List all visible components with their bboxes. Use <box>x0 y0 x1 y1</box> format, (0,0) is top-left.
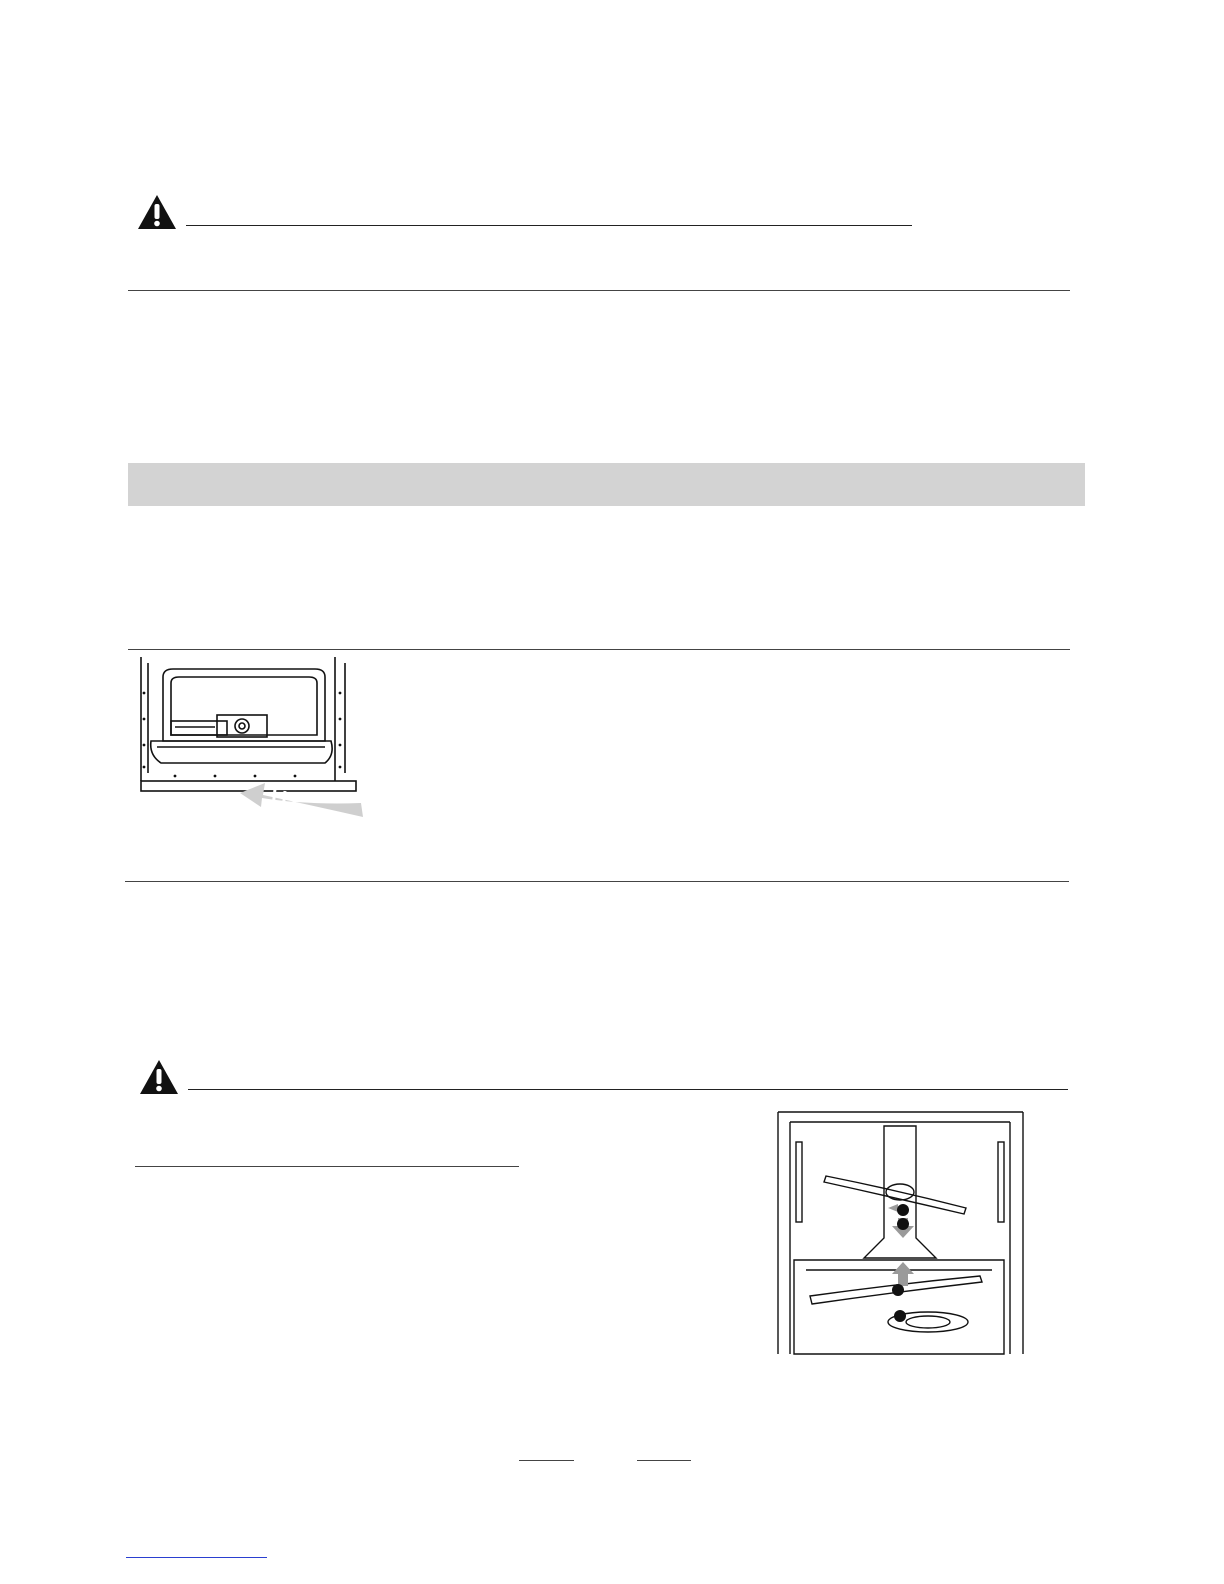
section-divider <box>128 649 1070 650</box>
dishwasher-spray-arms-illustration <box>776 1108 1025 1358</box>
section-divider <box>128 290 1070 291</box>
dishwasher-filter-removal-illustration <box>135 655 370 820</box>
section-header-band <box>128 463 1085 506</box>
footer-underline <box>637 1460 691 1461</box>
hyperlink-underline[interactable] <box>126 1557 267 1558</box>
section-divider <box>125 881 1069 882</box>
warning-heading-underline <box>186 225 912 226</box>
warning-triangle-icon <box>137 194 177 230</box>
footer-underline <box>519 1460 574 1461</box>
subheading-underline <box>135 1166 519 1167</box>
warning-heading-underline <box>188 1089 1068 1090</box>
warning-triangle-icon <box>139 1059 179 1095</box>
